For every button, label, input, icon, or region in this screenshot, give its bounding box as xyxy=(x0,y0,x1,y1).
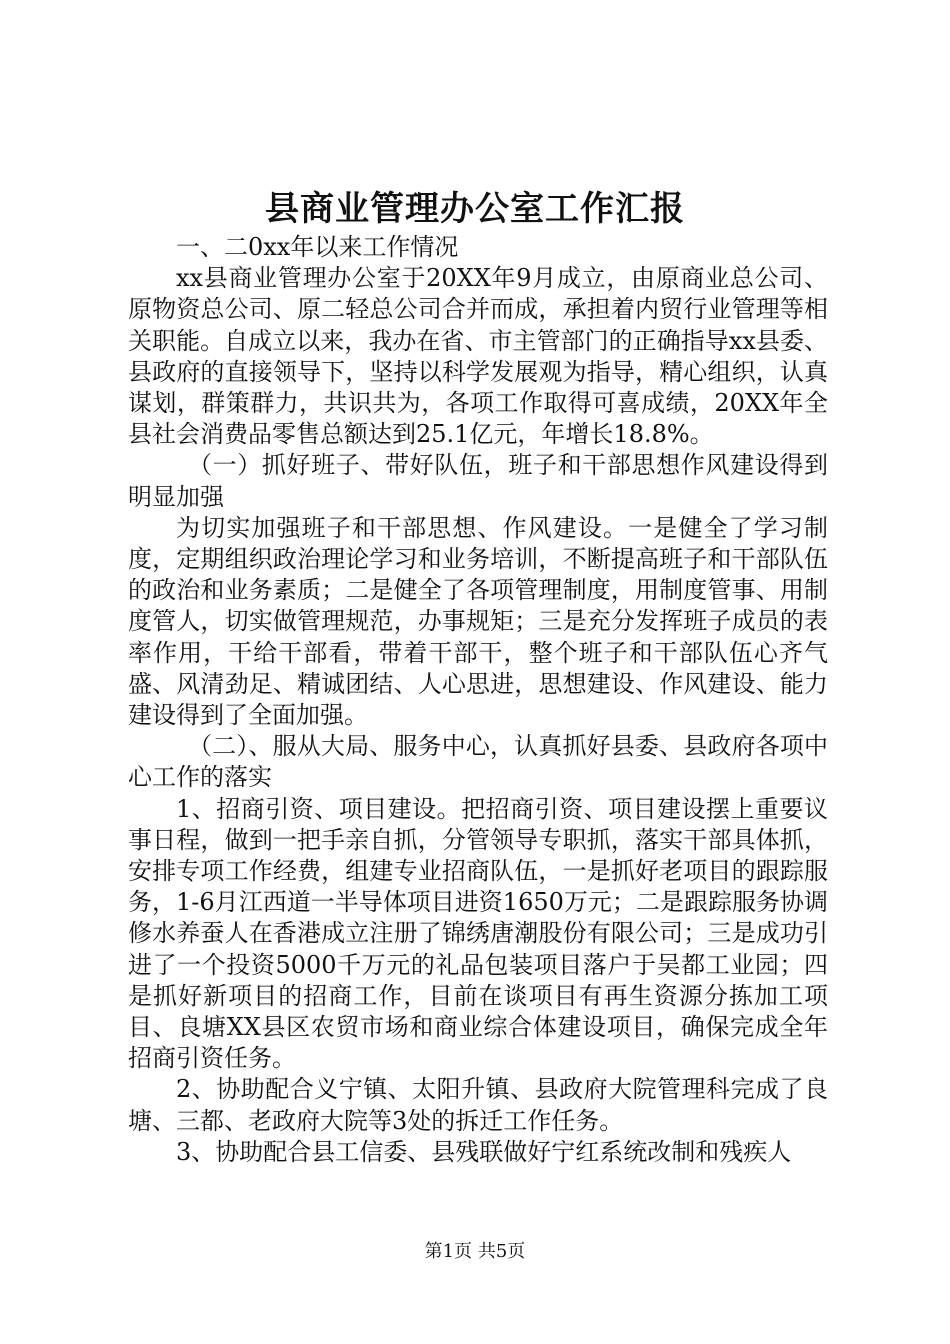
paragraph-team-building: 为切实加强班子和干部思想、作风建设。一是健全了学习制度，定期组织政治理论学习和业务培训，不断提高班子和干部队伍的政治和业务素质；二是健全了各项管理制度，用制度管事、用制度管人，切实做管理规范，办事规矩；三是充分发挥班子成员的表率作用，干给干部看，带着干部干，整个班子和干部队伍心齐气盛、风清劲足、精诚团结、人心思进，思想建设、作风建设、能力建设得到了全面加强。 xyxy=(128,513,828,730)
subsection-heading-2: （二）、服从大局、服务中心，认真抓好县委、县政府各项中心工作的落实 xyxy=(128,732,828,792)
paragraph-investment: 1、招商引资、项目建设。把招商引资、项目建设摆上重要议事日程，做到一把手亲自抓，分管领导专职抓，落实干部具体抓，安排专项工作经费，组建专业招商队伍，一是抓好老项目的跟踪服务，1-6月江西道一半导体项目进资1650万元；二是跟踪服务协调修水养蚕人在香港成立注册了锦绣唐潮股份有限公司；三是成功引进了一个投资5000千万元的礼品包装项目落户于吴都工业园；四是抓好新项目的招商工作，目前在谈项目有再生资源分拣加工项目、良塘XX县区农贸市场和商业综合体建设项目，确保完成全年招商引资任务。 xyxy=(128,794,828,1073)
paragraph-intro: xx县商业管理办公室于20XX年9月成立，由原商业总公司、原物资总公司、原二轻总公司合并而成，承担着内贸行业管理等相关职能。自成立以来，我办在省、市主管部门的正确指导xx县委、县政府的直接领导下，坚持以科学发展观为指导，精心组织，认真谋划，群策群力，共识共为，各项工作取得可喜成绩，20XX年全县社会消费品零售总额达到25.1亿元，年增长18.8%。 xyxy=(128,264,828,449)
paragraph-restructuring: 3、协助配合县工信委、县残联做好宁红系统改制和残疾人 xyxy=(176,1137,792,1166)
document-body xyxy=(128,232,828,1168)
document-title: 县商业管理办公室工作汇报 xyxy=(265,189,685,229)
section-heading-1: 一、二0xx年以来工作情况 xyxy=(176,233,459,261)
page-footer: 第1页 共5页 xyxy=(424,1241,526,1262)
subsection-heading-1: （一）抓好班子、带好队伍，班子和干部思想作风建设得到明显加强 xyxy=(128,451,828,511)
paragraph-demolition: 2、协助配合义宁镇、太阳升镇、县政府大院管理科完成了良塘、三都、老政府大院等3处的拆迁工作任务。 xyxy=(128,1075,828,1135)
